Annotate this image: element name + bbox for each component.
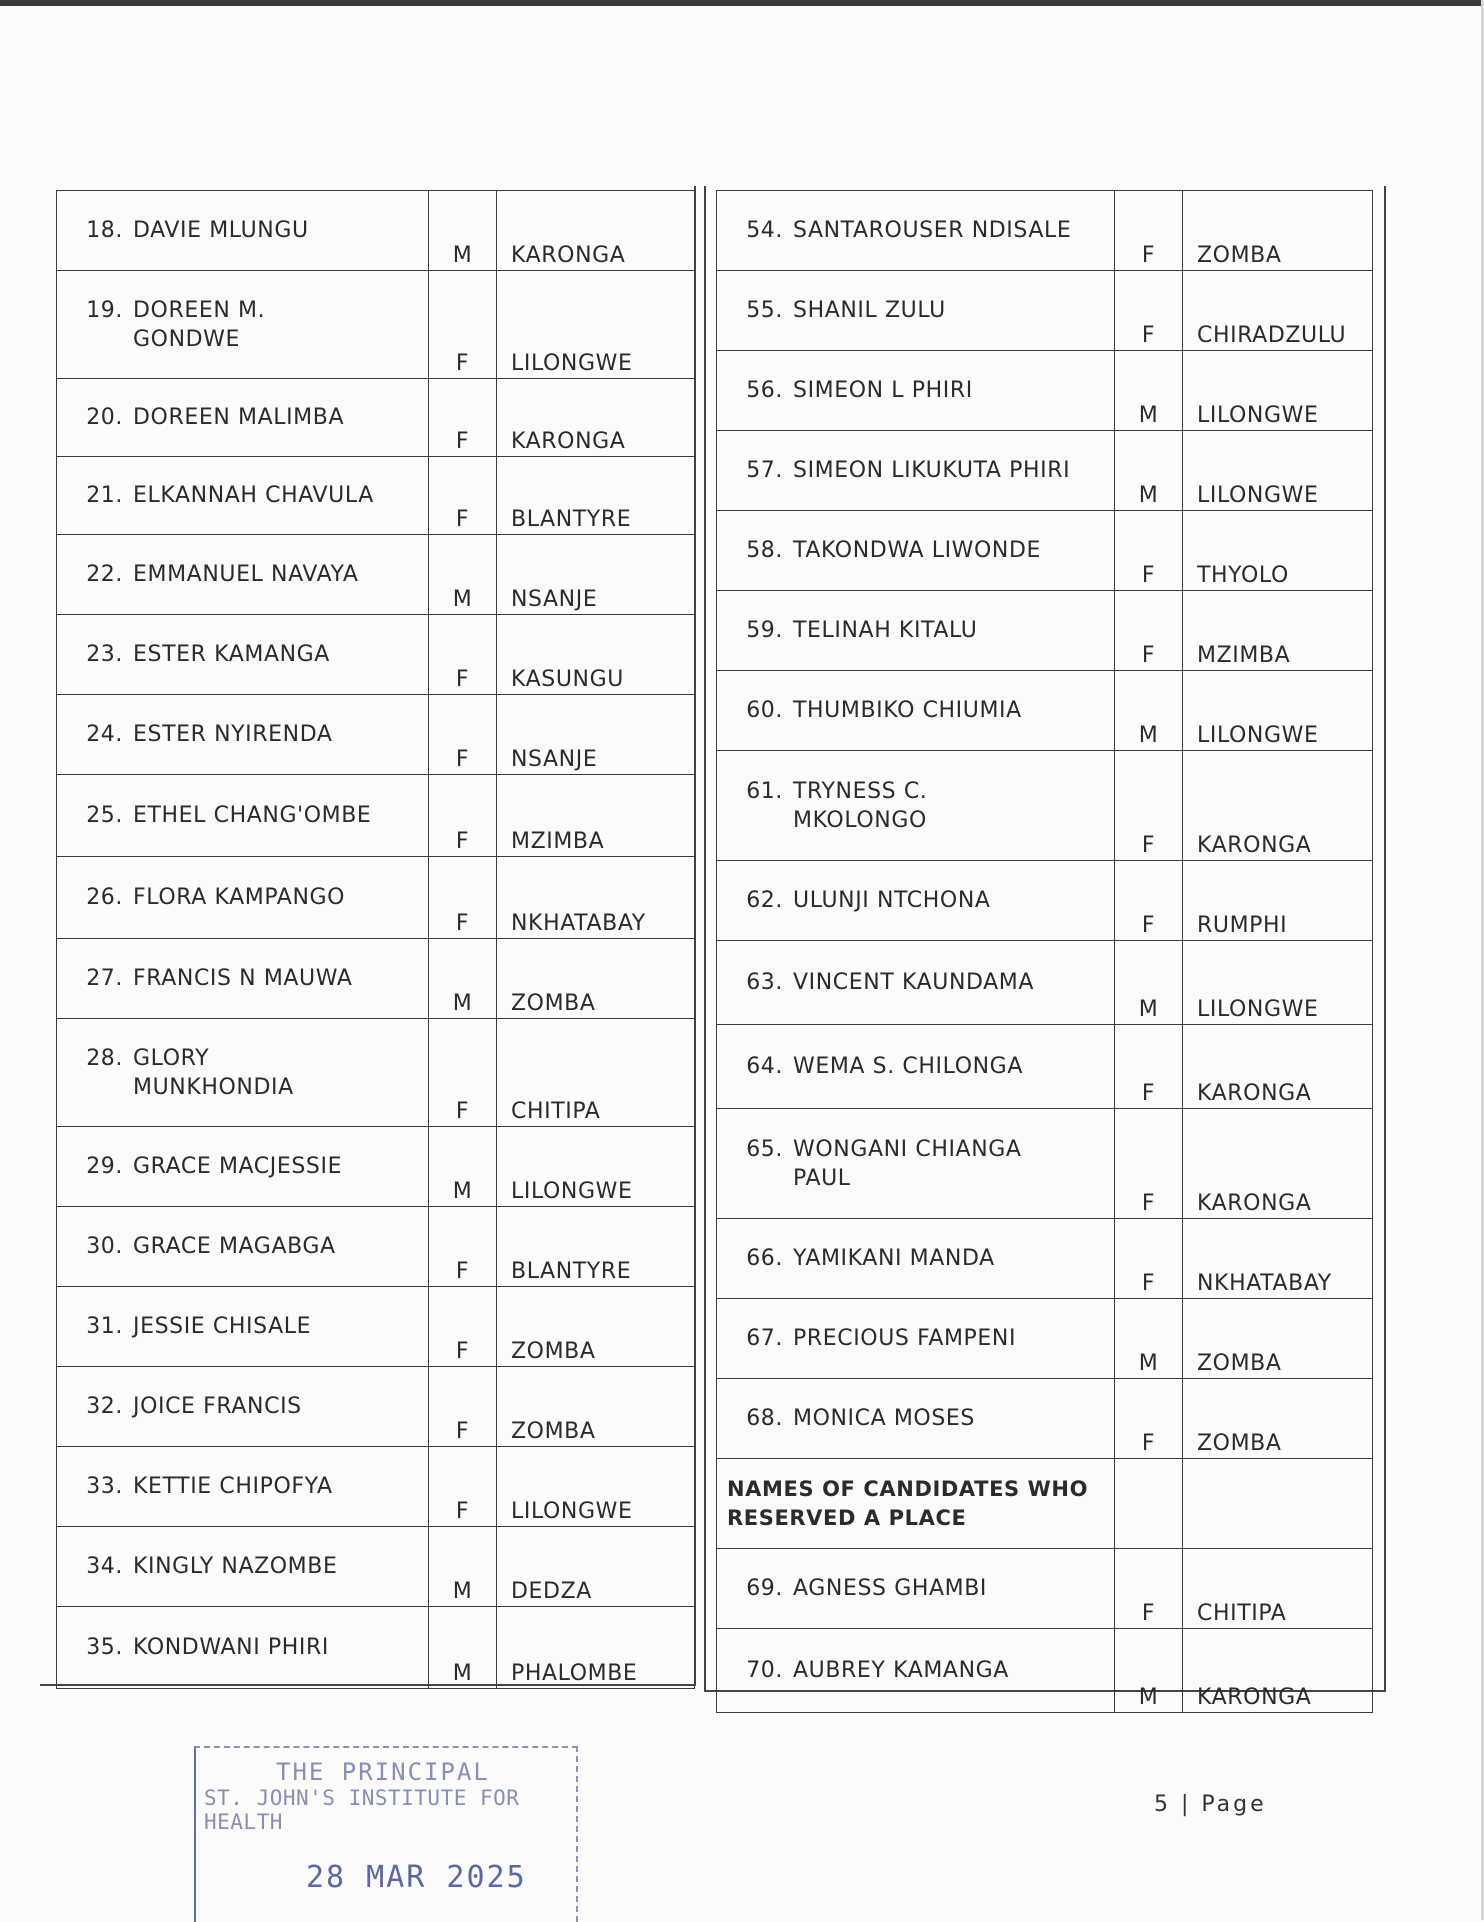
row-number: 61.	[746, 778, 783, 804]
candidate-name-cell	[57, 939, 429, 1019]
district-cell	[1183, 1459, 1373, 1549]
sex-cell	[1115, 1459, 1183, 1549]
table-row	[717, 191, 1373, 271]
candidate-name-cell	[717, 1549, 1115, 1629]
candidate-name-cell	[717, 351, 1115, 431]
candidate-name	[133, 1046, 294, 1100]
candidate-name-line: SIMEON L PHIRI	[793, 378, 973, 403]
candidate-name	[133, 1394, 302, 1419]
candidate-name-line: WONGANI CHIANGA	[793, 1136, 1022, 1162]
sex-cell: F	[1115, 1025, 1183, 1109]
candidate-name-cell	[717, 1219, 1115, 1299]
candidate-name	[793, 1406, 975, 1431]
candidate-name	[793, 698, 1022, 723]
candidate-name	[793, 1246, 995, 1271]
candidate-name-line: AUBREY KAMANGA	[793, 1658, 1009, 1683]
district-cell: ZOMBA	[1183, 191, 1373, 271]
sex-cell: F	[1115, 271, 1183, 351]
row-number: 33.	[86, 1474, 123, 1499]
candidate-name	[133, 885, 345, 910]
candidate-name-cell	[717, 191, 1115, 271]
candidate-name-line: DAVIE MLUNGU	[133, 218, 309, 243]
candidate-name	[133, 1554, 337, 1579]
candidate-name-line: SIMEON LIKUKUTA PHIRI	[793, 458, 1071, 483]
row-number: 27.	[86, 966, 123, 991]
row-number: 26.	[86, 885, 123, 910]
stamp-title: THE PRINCIPAL	[276, 1758, 490, 1786]
sex-cell: F	[429, 1367, 497, 1447]
candidate-name-cell	[57, 615, 429, 695]
table-row	[57, 1607, 695, 1689]
candidate-name-line: GRACE MAGABGA	[133, 1234, 336, 1259]
candidate-name	[133, 1234, 336, 1259]
table-row	[57, 191, 695, 271]
candidate-name	[133, 1635, 329, 1660]
candidate-name-cell	[717, 751, 1115, 861]
sex-cell: F	[429, 857, 497, 939]
candidate-name-line: MONICA MOSES	[793, 1406, 975, 1431]
district-cell: LILONGWE	[497, 271, 695, 379]
table-row	[717, 1549, 1373, 1629]
candidate-name-line: WEMA S. CHILONGA	[793, 1054, 1023, 1079]
district-cell: KARONGA	[1183, 1629, 1373, 1713]
table-row	[717, 861, 1373, 941]
table-row	[57, 1127, 695, 1207]
candidate-name-cell	[717, 1629, 1115, 1713]
table-row	[717, 271, 1373, 351]
row-number: 21.	[86, 483, 123, 508]
table-row	[717, 1219, 1373, 1299]
row-number: 55.	[746, 298, 783, 323]
candidate-name-cell	[717, 1025, 1115, 1109]
district-cell: ZOMBA	[1183, 1379, 1373, 1459]
sex-cell: M	[429, 1527, 497, 1607]
page-number: 5 | Page	[1154, 1792, 1267, 1817]
candidate-name	[793, 1576, 987, 1601]
table-row	[717, 351, 1373, 431]
candidate-name-cell	[57, 191, 429, 271]
district-cell: DEDZA	[497, 1527, 695, 1607]
candidate-name	[133, 1314, 311, 1339]
candidate-name-line: YAMIKANI MANDA	[793, 1246, 995, 1271]
table-row	[717, 1629, 1373, 1713]
candidate-name-line: ELKANNAH CHAVULA	[133, 483, 374, 508]
candidate-name-line: EMMANUEL NAVAYA	[133, 562, 359, 587]
sex-cell: F	[1115, 1109, 1183, 1219]
table-row	[57, 1287, 695, 1367]
candidate-name-line: TELINAH KITALU	[793, 618, 978, 643]
candidate-name-line: ETHEL CHANG'OMBE	[133, 803, 372, 828]
row-number: 63.	[746, 970, 783, 995]
scan-edge	[0, 0, 1484, 6]
district-cell: KASUNGU	[497, 615, 695, 695]
row-number: 28.	[86, 1045, 123, 1071]
table-row	[57, 939, 695, 1019]
district-cell: ZOMBA	[1183, 1299, 1373, 1379]
candidate-name-cell	[57, 1367, 429, 1447]
district-cell: KARONGA	[1183, 1109, 1373, 1219]
sex-cell: F	[1115, 191, 1183, 271]
district-cell: BLANTYRE	[497, 457, 695, 535]
row-number: 64.	[746, 1054, 783, 1079]
table-row	[717, 1459, 1373, 1549]
district-cell: CHITIPA	[497, 1019, 695, 1127]
district-cell: CHIRADZULU	[1183, 271, 1373, 351]
candidate-name	[133, 405, 344, 430]
district-cell: LILONGWE	[1183, 351, 1373, 431]
district-cell: BLANTYRE	[497, 1207, 695, 1287]
table-row	[717, 1025, 1373, 1109]
district-cell: KARONGA	[1183, 751, 1373, 861]
candidate-name-line: ESTER NYIRENDA	[133, 722, 333, 747]
candidate-name-cell	[717, 431, 1115, 511]
row-number: 23.	[86, 642, 123, 667]
candidate-name	[133, 722, 333, 747]
candidate-name-line: SHANIL ZULU	[793, 298, 946, 323]
sex-cell: M	[1115, 431, 1183, 511]
candidate-name	[133, 1154, 342, 1179]
table-row	[57, 535, 695, 615]
candidate-name	[793, 1054, 1023, 1079]
sex-cell: F	[1115, 511, 1183, 591]
row-number: 29.	[86, 1154, 123, 1179]
candidate-name-line: JOICE FRANCIS	[133, 1394, 302, 1419]
candidate-name	[133, 298, 265, 352]
district-cell: LILONGWE	[1183, 431, 1373, 511]
district-cell: PHALOMBE	[497, 1607, 695, 1689]
table-row	[57, 1367, 695, 1447]
row-number: 69.	[746, 1576, 783, 1601]
candidate-name-line: FRANCIS N MAUWA	[133, 966, 353, 991]
sex-cell: F	[1115, 1379, 1183, 1459]
district-cell: MZIMBA	[497, 775, 695, 857]
candidate-name-line: FLORA KAMPANGO	[133, 885, 346, 910]
table-row	[717, 941, 1373, 1025]
candidate-name	[133, 218, 309, 243]
sex-cell: F	[429, 695, 497, 775]
row-number: 66.	[746, 1246, 783, 1271]
row-number: 24.	[86, 722, 123, 747]
candidate-name-line: MUNKHONDIA	[133, 1074, 294, 1100]
table-row	[57, 1019, 695, 1127]
candidate-name-cell	[57, 1207, 429, 1287]
district-cell: THYOLO	[1183, 511, 1373, 591]
sex-cell: M	[1115, 941, 1183, 1025]
table-row	[57, 615, 695, 695]
candidate-name-cell	[717, 941, 1115, 1025]
candidate-name-line: PAUL	[793, 1165, 851, 1191]
stamp-date: 28 MAR 2025	[306, 1860, 527, 1895]
candidate-name	[133, 642, 330, 667]
candidate-name-cell	[717, 1299, 1115, 1379]
candidate-name-line: JESSIE CHISALE	[133, 1314, 312, 1339]
sex-cell: F	[1115, 861, 1183, 941]
candidate-name	[133, 483, 374, 508]
sex-cell: M	[1115, 671, 1183, 751]
row-number: 68.	[746, 1406, 783, 1431]
candidate-name-line: PRECIOUS FAMPENI	[793, 1326, 1017, 1351]
row-number: 54.	[746, 218, 783, 243]
table-row	[717, 1299, 1373, 1379]
district-cell: LILONGWE	[1183, 671, 1373, 751]
candidate-name-line: SANTAROUSER NDISALE	[793, 218, 1072, 243]
candidate-name-line: KETTIE CHIPOFYA	[133, 1474, 333, 1499]
table-row	[717, 1109, 1373, 1219]
row-number: 22.	[86, 562, 123, 587]
candidate-name-line: VINCENT KAUNDAMA	[793, 970, 1035, 995]
row-number: 62.	[746, 888, 783, 913]
candidate-name-line: TAKONDWA LIWONDE	[793, 538, 1042, 563]
table-row	[57, 457, 695, 535]
district-cell: ZOMBA	[497, 939, 695, 1019]
table-row	[57, 379, 695, 457]
candidate-name-line: AGNESS GHAMBI	[793, 1576, 987, 1601]
row-number: 25.	[86, 803, 123, 828]
candidate-name-line: KINGLY NAZOMBE	[133, 1554, 338, 1579]
sex-cell: F	[429, 1019, 497, 1127]
candidate-name-cell	[57, 271, 429, 379]
table-row	[57, 1207, 695, 1287]
candidate-name-line: GRACE MACJESSIE	[133, 1154, 343, 1179]
district-cell: ZOMBA	[497, 1287, 695, 1367]
candidate-name-cell	[717, 1109, 1115, 1219]
candidate-name	[793, 538, 1041, 563]
candidate-name-cell	[717, 671, 1115, 751]
sex-cell: F	[429, 271, 497, 379]
candidate-name	[793, 618, 978, 643]
candidate-name-cell	[57, 695, 429, 775]
row-number: 65.	[746, 1136, 783, 1162]
candidate-name-cell	[57, 1287, 429, 1367]
candidate-name-line: GLORY	[133, 1045, 210, 1071]
row-number: 30.	[86, 1234, 123, 1259]
table-row	[717, 591, 1373, 671]
candidate-name-cell	[717, 511, 1115, 591]
district-cell: NKHATABAY	[497, 857, 695, 939]
district-cell: KARONGA	[1183, 1025, 1373, 1109]
candidate-name-cell	[57, 379, 429, 457]
row-number: 31.	[86, 1314, 123, 1339]
candidate-name-line: KONDWANI PHIRI	[133, 1635, 329, 1660]
candidate-name-line: ULUNJI NTCHONA	[793, 888, 991, 913]
row-number: 57.	[746, 458, 783, 483]
district-cell: KARONGA	[497, 191, 695, 271]
row-number: 19.	[86, 297, 123, 323]
table-row	[717, 431, 1373, 511]
candidate-name	[133, 1474, 333, 1499]
row-number: 70.	[746, 1658, 783, 1683]
row-number: 35.	[86, 1635, 123, 1660]
district-cell: LILONGWE	[497, 1447, 695, 1527]
row-number: 34.	[86, 1554, 123, 1579]
row-number: 60.	[746, 698, 783, 723]
candidate-name-line: THUMBIKO CHIUMIA	[793, 698, 1022, 723]
sex-cell: F	[429, 457, 497, 535]
candidate-name-line: ESTER KAMANGA	[133, 642, 330, 667]
candidate-name-cell	[717, 271, 1115, 351]
section-heading: NAMES OF CANDIDATES WHO RESERVED A PLACE	[717, 1459, 1115, 1549]
table-row	[57, 857, 695, 939]
district-cell: RUMPHI	[1183, 861, 1373, 941]
candidate-name-cell	[57, 457, 429, 535]
table-row	[57, 695, 695, 775]
sex-cell: F	[429, 775, 497, 857]
candidate-name	[133, 966, 353, 991]
candidate-name-cell	[57, 1607, 429, 1689]
table-row	[57, 1447, 695, 1527]
row-number: 32.	[86, 1394, 123, 1419]
district-cell: NSANJE	[497, 695, 695, 775]
candidate-name-line: DOREEN MALIMBA	[133, 405, 345, 430]
candidate-name	[793, 218, 1071, 243]
candidate-name-cell	[57, 1019, 429, 1127]
candidate-name	[133, 803, 371, 828]
candidate-name-cell	[57, 1527, 429, 1607]
district-cell: ZOMBA	[497, 1367, 695, 1447]
sex-cell: M	[429, 939, 497, 1019]
candidate-name-cell	[717, 1379, 1115, 1459]
row-number: 58.	[746, 538, 783, 563]
sex-cell: M	[1115, 1299, 1183, 1379]
principal-stamp	[194, 1746, 578, 1922]
candidate-name	[793, 458, 1070, 483]
sex-cell: M	[429, 191, 497, 271]
district-cell: KARONGA	[497, 379, 695, 457]
sex-cell: M	[1115, 351, 1183, 431]
candidate-name-line: DOREEN M.	[133, 297, 266, 323]
candidate-name-cell	[57, 857, 429, 939]
district-cell: NSANJE	[497, 535, 695, 615]
candidate-name	[793, 970, 1034, 995]
candidate-name-line: TRYNESS C.	[793, 778, 928, 804]
candidate-name	[793, 888, 991, 913]
sex-cell: F	[429, 615, 497, 695]
table-row	[57, 271, 695, 379]
row-number: 18.	[86, 218, 123, 243]
sex-cell: F	[429, 1207, 497, 1287]
district-cell: MZIMBA	[1183, 591, 1373, 671]
sex-cell: F	[1115, 1549, 1183, 1629]
sex-cell: F	[429, 1447, 497, 1527]
sex-cell: M	[429, 535, 497, 615]
sex-cell: F	[1115, 751, 1183, 861]
table-row	[717, 511, 1373, 591]
candidate-name-cell	[57, 1127, 429, 1207]
sex-cell: F	[429, 379, 497, 457]
candidate-name	[793, 1658, 1009, 1683]
table-row	[717, 671, 1373, 751]
candidate-name-cell	[57, 535, 429, 615]
sex-cell: M	[429, 1127, 497, 1207]
candidate-name-line: MKOLONGO	[793, 807, 927, 833]
candidate-name-line: GONDWE	[133, 326, 241, 352]
district-cell: LILONGWE	[497, 1127, 695, 1207]
candidate-name	[793, 1137, 1022, 1191]
table-row	[717, 1379, 1373, 1459]
sex-cell: M	[1115, 1629, 1183, 1713]
sex-cell: F	[1115, 591, 1183, 671]
sex-cell: M	[429, 1607, 497, 1689]
candidate-name	[793, 378, 973, 403]
row-number: 59.	[746, 618, 783, 643]
sex-cell: F	[429, 1287, 497, 1367]
row-number: 56.	[746, 378, 783, 403]
left-candidates-table	[56, 190, 695, 1689]
right-candidates-table	[716, 190, 1373, 1713]
candidate-name-cell	[57, 775, 429, 857]
candidate-name-cell	[717, 861, 1115, 941]
candidate-name	[793, 1326, 1016, 1351]
candidate-name	[793, 298, 946, 323]
district-cell: LILONGWE	[1183, 941, 1373, 1025]
candidate-name	[133, 562, 359, 587]
district-cell: NKHATABAY	[1183, 1219, 1373, 1299]
row-number: 67.	[746, 1326, 783, 1351]
table-row	[57, 775, 695, 857]
candidate-name-cell	[717, 591, 1115, 671]
table-row	[57, 1527, 695, 1607]
stamp-institution: ST. JOHN'S INSTITUTE FOR HEALTH	[204, 1786, 520, 1834]
row-number: 20.	[86, 405, 123, 430]
district-cell: CHITIPA	[1183, 1549, 1373, 1629]
sex-cell: F	[1115, 1219, 1183, 1299]
candidate-name	[793, 779, 927, 833]
table-row	[717, 751, 1373, 861]
candidate-name-cell	[57, 1447, 429, 1527]
